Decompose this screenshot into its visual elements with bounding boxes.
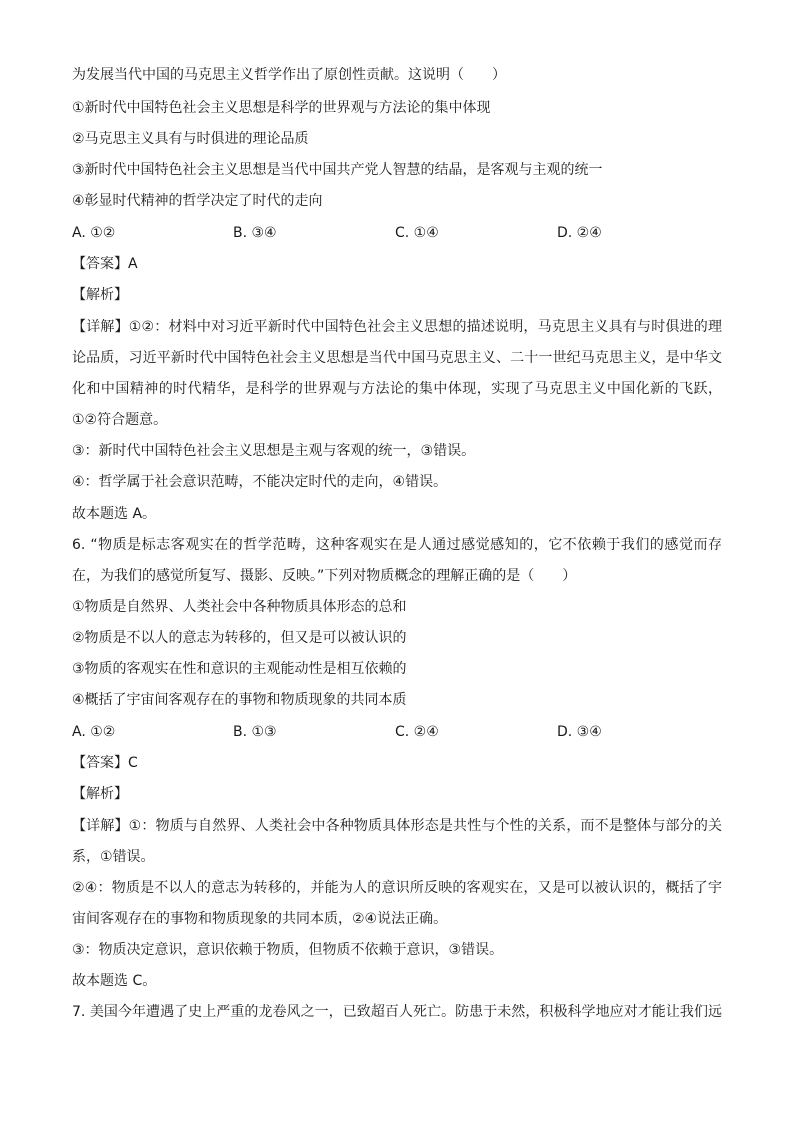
q6-analysis-label: 【解析】 bbox=[72, 786, 128, 802]
q6-detail-line-2: 系，①错误。 bbox=[72, 849, 155, 865]
q5-detail-line-5: ③：新时代中国特色社会主义思想是主观与客观的统一，③错误。 bbox=[72, 443, 476, 459]
q5-detail-line-4: ①②符合题意。 bbox=[72, 412, 168, 428]
q6-stem-line-1: 6. “物质是标志客观实在的哲学范畴，这种客观实在是人通过感觉感知的，它不依赖于我们的感觉而存 bbox=[72, 537, 722, 553]
q5-answer bbox=[72, 255, 722, 273]
q5-analysis-label: 【解析】 bbox=[72, 287, 128, 303]
detail-label: 【详解】 bbox=[72, 319, 129, 335]
q6-option-a: A. ①② bbox=[72, 724, 116, 740]
q5-conclusion: 故本题选 A。 bbox=[72, 506, 157, 522]
q5-option-a: A. ①② bbox=[72, 225, 116, 241]
answer-value: A bbox=[128, 256, 138, 272]
q7-stem-line-1: 7. 美国今年遭遇了史上严重的龙卷风之一，已致超百人死亡。防患于未然，积极科学地应对才能让我们远 bbox=[72, 1004, 722, 1020]
q6-option-d: D. ③④ bbox=[557, 724, 602, 740]
q6-detail-line-4: 宙间客观存在的事物和物质现象的共同本质，②④说法正确。 bbox=[72, 911, 448, 927]
q5-item-3: ③新时代中国特色社会主义思想是当代中国共产党人智慧的结晶，是客观与主观的统一 bbox=[72, 162, 603, 178]
q5-option-c: C. ①④ bbox=[395, 225, 439, 241]
answer-label: 【答案】 bbox=[72, 256, 128, 272]
q5-item-4: ④彰显时代精神的哲学决定了时代的走向 bbox=[72, 193, 323, 209]
q6-detail-line-3: ②④：物质是不以人的意志为转移的，并能为人的意识所反映的客观实在，又是可以被认识的，概括了宇 bbox=[72, 880, 722, 896]
detail-text: ①：物质与自然界、人类社会中各种物质具体形态是共性与个性的关系，而不是整体与部分的关 bbox=[128, 818, 722, 834]
q6-detail-line-5: ③：物质决定意识，意识依赖于物质，但物质不依赖于意识，③错误。 bbox=[72, 942, 504, 958]
q6-item-4: ④概括了宇宙间客观存在的事物和物质现象的共同本质 bbox=[72, 692, 407, 708]
q5-detail-line-1 bbox=[72, 318, 722, 336]
q6-option-b: B. ①③ bbox=[233, 724, 277, 740]
q5-stem: 为发展当代中国的马克思主义哲学作出了原创性贡献。这说明（ ） bbox=[72, 67, 506, 83]
q5-item-1: ①新时代中国特色社会主义思想是科学的世界观与方法论的集中体现 bbox=[72, 100, 491, 116]
answer-value: C bbox=[128, 755, 138, 771]
q5-detail-line-6: ④：哲学属于社会意识范畴，不能决定时代的走向，④错误。 bbox=[72, 474, 448, 490]
q6-conclusion: 故本题选 C。 bbox=[72, 973, 157, 989]
q5-detail-line-3: 化和中国精神的时代精华，是科学的世界观与方法论的集中体现，实现了马克思主义中国化新的飞跃， bbox=[72, 381, 722, 397]
detail-text: ①②：材料中对习近平新时代中国特色社会主义思想的描述说明，马克思主义具有与时俱进的理 bbox=[128, 319, 722, 335]
q6-stem-line-2: 在，为我们的感觉所复写、摄影、反映。”下列对物质概念的理解正确的是（ ） bbox=[72, 568, 577, 584]
q6-item-3: ③物质的客观实在性和意识的主观能动性是相互依赖的 bbox=[72, 661, 407, 677]
answer-label: 【答案】 bbox=[72, 755, 128, 771]
detail-label: 【详解】 bbox=[72, 818, 129, 834]
q6-item-1: ①物质是自然界、人类社会中各种物质具体形态的总和 bbox=[72, 599, 407, 615]
q5-item-2: ②马克思主义具有与时俱进的理论品质 bbox=[72, 131, 309, 147]
q5-option-d: D. ②④ bbox=[557, 225, 602, 241]
q5-option-b: B. ③④ bbox=[233, 225, 277, 241]
q6-answer bbox=[72, 754, 722, 772]
q6-option-c: C. ②④ bbox=[395, 724, 439, 740]
q6-detail-line-1 bbox=[72, 817, 722, 835]
q6-item-2: ②物质是不以人的意志为转移的，但又是可以被认识的 bbox=[72, 630, 407, 646]
q5-detail-line-2: 论品质，习近平新时代中国特色社会主义思想是当代中国马克思主义、二十一世纪马克思主义，是中华文 bbox=[72, 350, 722, 366]
